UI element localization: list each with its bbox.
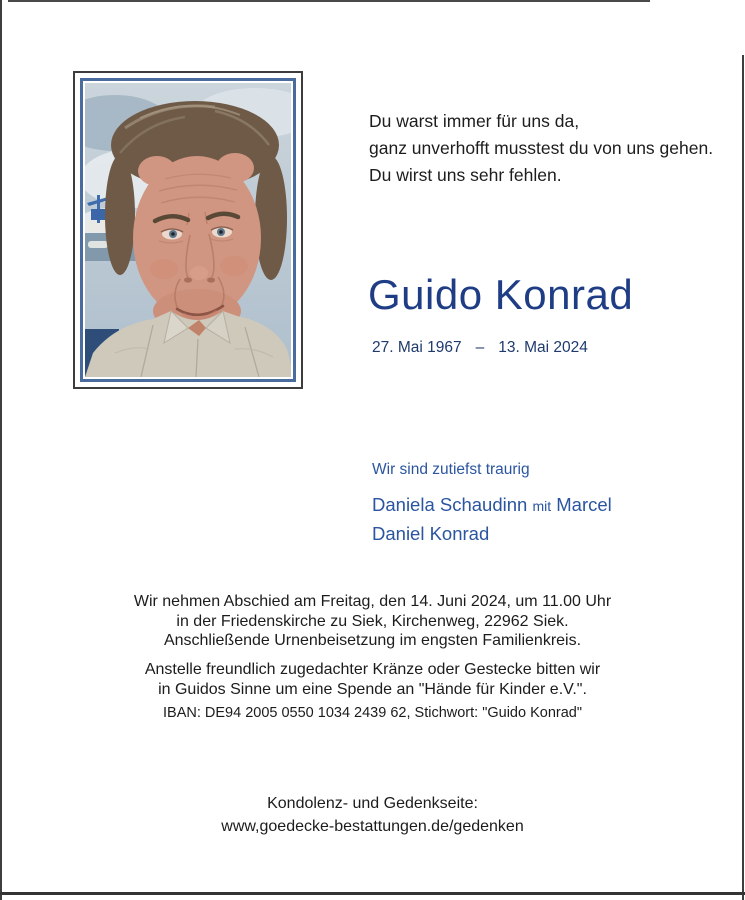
scan-edge-right [742, 55, 744, 900]
life-dates [372, 339, 588, 357]
funeral-announcement [0, 592, 745, 651]
epigraph-line-1: Du warst immer für uns da, [369, 111, 580, 131]
mourners-line-1 [372, 491, 612, 520]
scan-edge-bottom [0, 892, 745, 895]
epigraph-line-3: Du wirst uns sehr fehlen. [369, 165, 562, 185]
scan-edge-left [0, 0, 2, 900]
dates-separator: – [475, 339, 485, 356]
epigraph [369, 108, 713, 189]
deceased-name: Guido Konrad [368, 271, 634, 318]
donation-line-2: in Guidos Sinne um eine Spende an "Hände für Kinder e.V.". [158, 680, 587, 698]
scan-edge-top [8, 0, 650, 2]
announcement-line-3: Anschließende Urnenbeisetzung im engsten Familienkreis. [163, 632, 582, 649]
mourners-block [372, 461, 612, 548]
death-date: 13. Mai 2024 [498, 339, 588, 356]
epigraph-line-2: ganz unverhofft musstest du von uns gehen. [369, 138, 714, 158]
portrait-photo-inner-border [80, 78, 296, 382]
mourners-line-2 [372, 520, 612, 548]
mourner-name-3: Daniel Konrad [372, 523, 490, 544]
condolence-url: www,goedecke-bestattungen.de/gedenken [221, 818, 524, 835]
mourner-name-1: Daniela Schaudinn [372, 494, 528, 515]
mourners-intro: Wir sind zutiefst traurig [372, 461, 530, 478]
donation-request [0, 660, 745, 724]
portrait-photo-frame [73, 71, 303, 389]
donation-line-1: Anstelle freundlich zugedachter Kränze oder Gestecke bitten wir [144, 661, 601, 678]
mourner-name-2: Marcel [556, 494, 612, 515]
announcement-line-2: in der Friedenskirche zu Siek, Kirchenweg, 22962 Siek. [176, 612, 569, 630]
birth-date: 27. Mai 1967 [372, 339, 462, 356]
condolence-info [0, 792, 745, 838]
condolence-label: Kondolenz- und Gedenkseite: [267, 795, 478, 812]
portrait-photo [85, 83, 291, 377]
announcement-line-1: Wir nehmen Abschied am Freitag, den 14. Juni 2024, um 11.00 Uhr [133, 593, 612, 610]
mourners-connector: mit [532, 498, 552, 514]
iban-line: IBAN: DE94 2005 0550 1034 2439 62, Stichwort: "Guido Konrad" [163, 705, 582, 721]
